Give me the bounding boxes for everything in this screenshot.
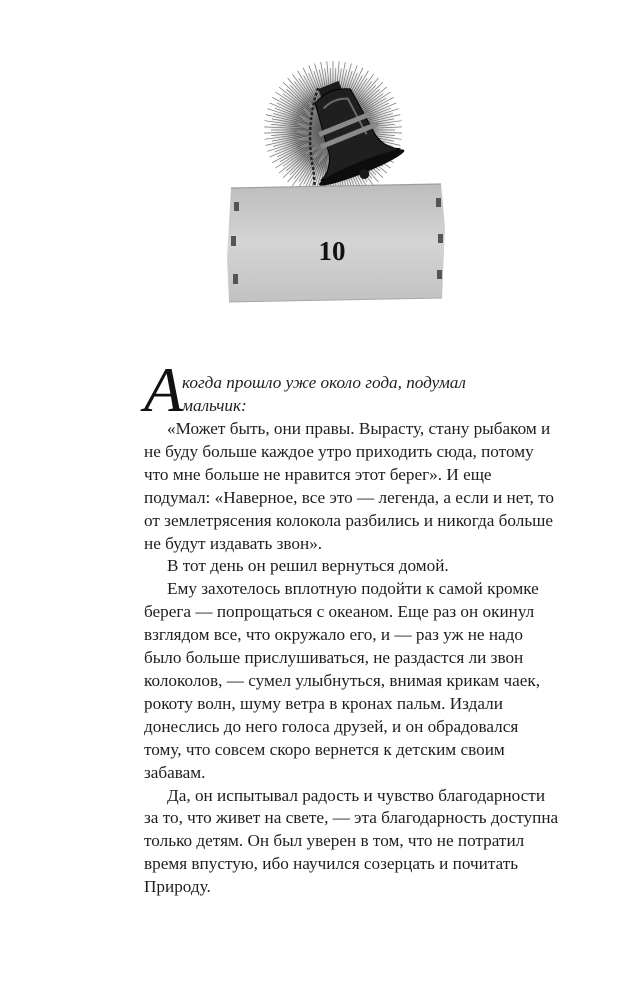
text-line: подумал: «Наверное, все это — легенда, а если и нет, то <box>144 487 555 507</box>
text-line: колоколов, — сумел улыбнуться, внимая крикам чаек, <box>144 670 541 690</box>
text-line: было больше прислушиваться, не раздастся ли звон <box>144 648 524 668</box>
drop-cap: А <box>144 354 184 425</box>
opening-line: мальчик: <box>182 396 247 415</box>
text-line: Ему захотелось вплотную подойти к самой кромке <box>167 579 539 599</box>
text-line: Да, он испытывал радость и чувство благодарности <box>167 785 546 805</box>
text-line: что мне больше не нравится этот берег». И еще <box>144 464 492 484</box>
opening-line: когда прошло уже около года, подумал <box>182 373 466 392</box>
text-line: время впустую, ибо научился созерцать и почитать <box>144 854 519 874</box>
text-line: донеслись до него голоса друзей, и он обрадовался <box>144 716 519 736</box>
text-line: от землетрясения колокола разбились и никогда больше <box>144 510 554 530</box>
text-line: за то, что живет на свете, — эта благодарность доступна <box>144 808 559 828</box>
paragraph <box>144 785 559 900</box>
text-line: взглядом все, что окружало его, и — раз уж не надо <box>144 625 523 645</box>
paragraph <box>144 578 559 784</box>
text-line: В тот день он решил вернуться домой. <box>167 556 449 576</box>
text-line: забавам. <box>144 762 206 782</box>
chapter-number: 10 <box>318 236 346 266</box>
text-line: «Может быть, они правы. Вырасту, стану рыбаком и <box>167 419 551 438</box>
text-line: Природу. <box>144 877 211 897</box>
text-line: рокоту волн, шуму ветра в кронах пальм. Издали <box>144 693 503 713</box>
text-line: не будут издавать звон». <box>144 533 323 553</box>
opening-paragraph <box>144 354 559 425</box>
text-line: не буду больше каждое утро приходить сюда, потому <box>144 441 534 461</box>
text-line: тому, что совсем скоро вернется к детским своим <box>144 739 505 759</box>
paragraph <box>144 418 559 555</box>
paragraph <box>144 555 559 578</box>
chapter-body <box>144 354 559 899</box>
text-line: только детям. Он был уверен в том, что не потратил <box>144 831 525 851</box>
text-line: берега — попрощаться с океаном. Еще раз он окинул <box>144 602 535 622</box>
